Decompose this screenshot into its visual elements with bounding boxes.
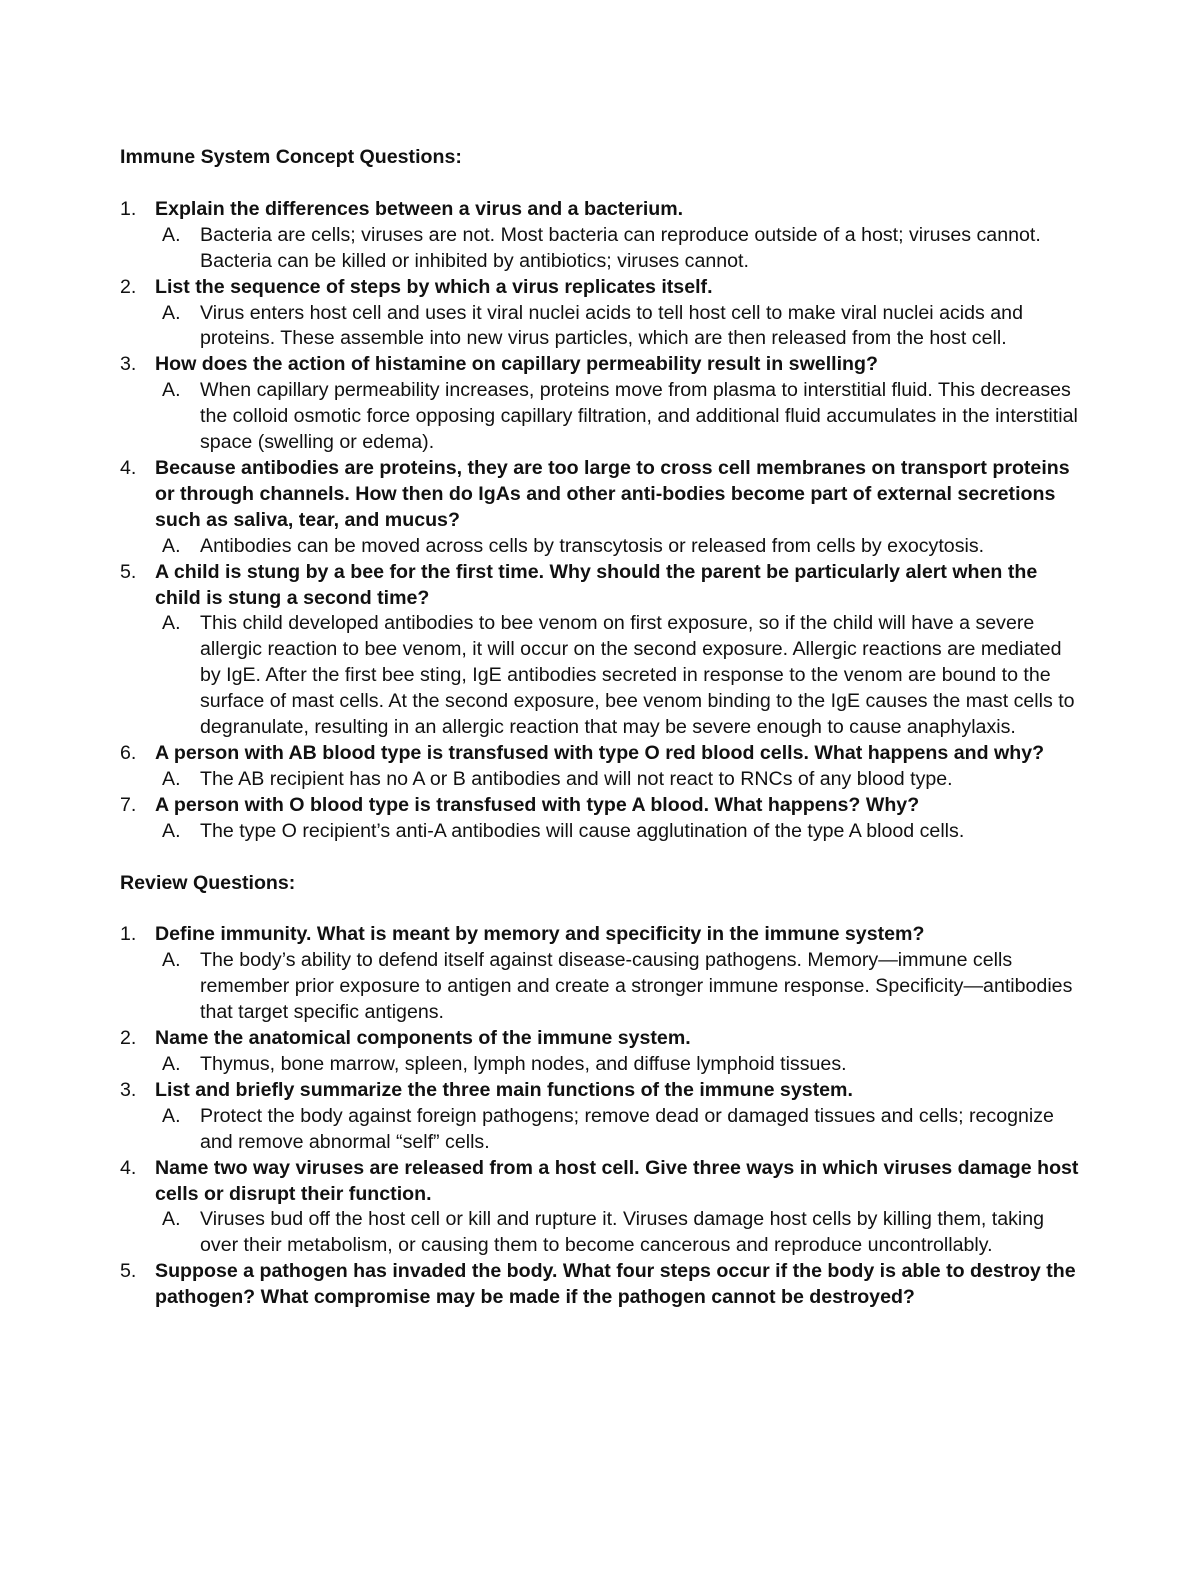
answer-item [155, 819, 1080, 845]
question-item [120, 1156, 1080, 1260]
question-text: Name two way viruses are released from a host cell. Give three ways in which viruses damage host cells or disrupt their function. [155, 1156, 1079, 1205]
answer-list [155, 378, 1080, 456]
question-number: 5. [120, 1260, 137, 1283]
question-number: 5. [120, 560, 137, 583]
answer-item [155, 948, 1080, 1026]
answer-text: Protect the body against foreign pathogens; remove dead or damaged tissues and cells; recognize and remove abnormal “self” cells. [200, 1104, 1054, 1153]
answer-list [155, 1207, 1080, 1259]
answer-letter: A. [162, 223, 181, 246]
question-text: How does the action of histamine on capillary permeability result in swelling? [155, 353, 878, 376]
answer-text: Antibodies can be moved across cells by transcytosis or released from cells by exocytosis. [200, 534, 985, 557]
question-number: 1. [120, 197, 137, 220]
answer-list [155, 611, 1080, 741]
question-text: Name the anatomical components of the immune system. [155, 1027, 691, 1050]
answer-list [155, 767, 1080, 793]
question-item [120, 793, 1080, 845]
answer-letter: A. [162, 949, 181, 972]
answer-text: The body’s ability to defend itself against disease-causing pathogens. Memory—immune cells remember prior exposure to antigen and create a stronger immune response. Specificity—antibodies that target specific antigens. [200, 949, 1073, 1024]
question-item [120, 352, 1080, 456]
question-text: List and briefly summarize the three main functions of the immune system. [155, 1078, 853, 1101]
question-text: Because antibodies are proteins, they are too large to cross cell membranes on transport proteins or through channels. How then do IgAs and other anti-bodies become part of external secretions such as saliva, tear, and mucus? [155, 456, 1070, 531]
question-number: 3. [120, 1078, 137, 1101]
document-page [120, 145, 1080, 1311]
question-number: 2. [120, 1027, 137, 1050]
question-item [120, 197, 1080, 275]
question-text: Define immunity. What is meant by memory and specificity in the immune system? [155, 923, 925, 946]
answer-list [155, 1052, 1080, 1078]
question-text: A child is stung by a bee for the first time. Why should the parent be particularly alert when the child is stung a second time? [155, 560, 1038, 609]
answer-item [155, 301, 1080, 353]
answer-list [155, 819, 1080, 845]
answer-letter: A. [162, 534, 181, 557]
question-item [120, 1026, 1080, 1078]
answer-letter: A. [162, 1208, 181, 1231]
answer-letter: A. [162, 819, 181, 842]
answer-letter: A. [162, 379, 181, 402]
answer-item [155, 534, 1080, 560]
answer-list [155, 1104, 1080, 1156]
answer-text: Bacteria are cells; viruses are not. Most bacteria can reproduce outside of a host; viruses cannot. Bacteria can be killed or inhibited by antibiotics; viruses cannot. [200, 223, 1041, 272]
answer-text: This child developed antibodies to bee venom on first exposure, so if the child will have a severe allergic reaction to bee venom, it will occur on the second exposure. Allergic reactions are mediated by IgE. After the first bee sting, IgE antibodies secreted in response to the venom are bound to the surface of mast cells. At the second exposure, bee venom binding to the IgE causes the mast cells to degranulate, resulting in an allergic reaction that may be severe enough to cause anaphylaxis. [200, 612, 1075, 739]
answer-item [155, 611, 1080, 741]
answer-item [155, 1207, 1080, 1259]
question-list [120, 922, 1080, 1311]
answer-text: Viruses bud off the host cell or kill and rupture it. Viruses damage host cells by killing them, taking over their metabolism, or causing them to become cancerous and reproduce uncontrollably. [200, 1208, 1045, 1257]
question-text: A person with AB blood type is transfused with type O red blood cells. What happens and why? [155, 741, 1045, 764]
answer-letter: A. [162, 612, 181, 635]
answer-letter: A. [162, 1104, 181, 1127]
answer-item [155, 767, 1080, 793]
question-number: 6. [120, 741, 137, 764]
answer-text: When capillary permeability increases, proteins move from plasma to interstitial fluid. This decreases the colloid osmotic force opposing capillary filtration, and additional fluid accumulates in the interstitial space (swelling or edema). [200, 379, 1078, 454]
answer-item [155, 378, 1080, 456]
answer-list [155, 534, 1080, 560]
answer-list [155, 301, 1080, 353]
answer-letter: A. [162, 767, 181, 790]
answer-text: Virus enters host cell and uses it viral nuclei acids to tell host cell to make viral nuclei acids and proteins. These assemble into new virus particles, which are then released from the host cell. [200, 301, 1023, 350]
question-item [120, 922, 1080, 1026]
question-item [120, 1259, 1080, 1311]
answer-text: The AB recipient has no A or B antibodies and will not react to RNCs of any blood type. [200, 767, 953, 790]
question-number: 4. [120, 1156, 137, 1179]
answer-list [155, 223, 1080, 275]
answer-text: Thymus, bone marrow, spleen, lymph nodes, and diffuse lymphoid tissues. [200, 1053, 847, 1075]
question-item [120, 275, 1080, 353]
question-number: 4. [120, 456, 137, 479]
answer-list [155, 948, 1080, 1026]
question-number: 3. [120, 353, 137, 376]
question-item [120, 456, 1080, 560]
question-text: A person with O blood type is transfused with type A blood. What happens? Why? [155, 793, 920, 816]
answer-item [155, 1052, 1080, 1078]
question-number: 7. [120, 793, 137, 816]
question-item [120, 560, 1080, 741]
question-item [120, 1078, 1080, 1156]
answer-text: The type O recipient’s anti-A antibodies will cause agglutination of the type A blood cells. [200, 819, 965, 842]
question-text: Explain the differences between a virus and a bacterium. [155, 197, 684, 220]
question-number: 1. [120, 923, 137, 946]
answer-letter: A. [162, 301, 181, 324]
question-text: Suppose a pathogen has invaded the body. What four steps occur if the body is able to destroy the pathogen? What compromise may be made if the pathogen cannot be destroyed? [155, 1260, 1076, 1309]
answer-item [155, 223, 1080, 275]
question-item [120, 741, 1080, 793]
section-heading: Immune System Concept Questions: [120, 146, 462, 168]
question-list [120, 197, 1080, 845]
section-heading: Review Questions: [120, 871, 296, 894]
answer-item [155, 1104, 1080, 1156]
answer-letter: A. [162, 1053, 181, 1075]
question-text: List the sequence of steps by which a virus replicates itself. [155, 275, 713, 298]
question-number: 2. [120, 275, 137, 298]
